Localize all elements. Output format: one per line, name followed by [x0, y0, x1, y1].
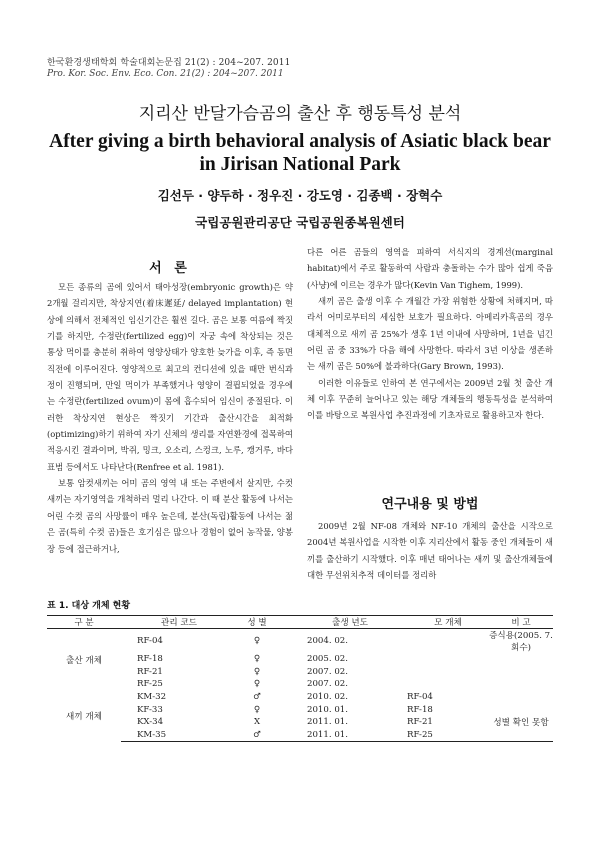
- table-row: [47, 703, 553, 716]
- cell-year: 2007. 02.: [307, 679, 349, 690]
- cell-sex: X: [253, 717, 261, 728]
- table-caption: 표 1. 대상 개체 현황: [47, 601, 131, 611]
- group-label-cub: 새끼 개체: [66, 712, 102, 723]
- cell-sex: ♀: [253, 666, 261, 677]
- cell-mother: RF-21: [407, 717, 433, 728]
- cell-mother: [393, 666, 489, 679]
- cell-code: RF-25: [137, 679, 163, 690]
- cell-code: RF-18: [137, 654, 163, 665]
- cell-sex: ♀: [253, 654, 261, 665]
- cell-year: 2005. 02.: [307, 654, 349, 665]
- table-row: [47, 666, 553, 679]
- table-row: [47, 729, 553, 742]
- cell-note: [489, 678, 553, 691]
- cell-mother: RF-18: [407, 704, 433, 715]
- cell-sex: ♂: [221, 729, 293, 742]
- header-management-code: 관리 코드: [121, 616, 221, 629]
- table-row: [47, 716, 553, 729]
- intro-paragraph-4: 이러한 이유들로 인하여 본 연구에서는 2009년 2월 첫 출산 개체 이후 꾸준히 늘어나고 있는 해당 개체들의 행동특성을 분석하여 이를 바탕으로 복원사업 추진과정에 기초자료로 활용하고자 한다.: [307, 377, 553, 421]
- cell-mother: [393, 678, 489, 691]
- intro-paragraph-3: 새끼 곰은 출생 이후 수 개월간 가장 위험한 상황에 처해지며, 따라서 어미로부터의 세심한 보호가 필요하다. 아메리카흑곰의 경우 대체적으로 새끼 곰 25%가 생후 1년 이내에 사망하며, 1년을 넘긴 어린 곰 중 33%가 다음 해에 사망한다. 따라서 3년 이상을 생존하는 새끼 곰은 50%에 불과하다(Gary Brown, 1993).: [307, 296, 553, 372]
- cell-note: [489, 666, 553, 679]
- cell-mother: [393, 653, 489, 666]
- title-english: After giving a birth behavioral analysis of Asiatic black bear in Jirisan National Park: [49, 131, 551, 175]
- header-remarks: 비 고: [489, 616, 553, 629]
- section-heading-methods: 연구내용 및 방법: [381, 497, 479, 512]
- table-header-row: [47, 616, 553, 629]
- cell-note: [489, 729, 553, 742]
- cell-year: 2007. 02.: [307, 666, 349, 677]
- left-column-body: [47, 279, 293, 557]
- cell-code: KF-33: [137, 704, 163, 715]
- cell-code: KX-34: [137, 717, 164, 728]
- cell-year: 2004. 02.: [307, 636, 349, 646]
- section-heading-introduction: 서 론: [149, 261, 191, 276]
- cell-note: 증식용(2005. 7. 회수): [489, 631, 553, 653]
- methods-paragraph-1: 2009년 2월 NF-08 개체와 NF-10 개체의 출산을 시작으로 2004년 복원사업을 시작한 이후 지리산에서 활동 중인 개체들이 새끼를 출산하기 시작했다. 이후 매년 태어나는 새끼 및 출산개체들에 대한 무선위치추적 데이터를 정리하: [307, 521, 553, 581]
- cell-code: KM-32: [137, 692, 167, 703]
- table-row: [47, 678, 553, 691]
- cell-code: KM-35: [121, 729, 221, 742]
- cell-code: RF-04: [137, 636, 163, 646]
- cell-year: 2010. 01.: [307, 704, 349, 715]
- table-row: [47, 653, 553, 666]
- cell-sex: ♀: [253, 704, 261, 715]
- cell-year: 2011. 01.: [293, 729, 393, 742]
- cell-sex: ♀: [253, 679, 261, 690]
- intro-paragraph-2: 보통 암컷새끼는 어미 곰의 영역 내 또는 주변에서 살지만, 수컷새끼는 자기영역을 개척하러 멀리 나간다. 이 때 분산 활동에 나서는 어린 수컷 곰의 사망률이 매우 높은데, 분산(독립)활동에 나서는 젊은 곰(특히 수컷 곰)들은 호기심은 많으나 경험이 없어 농작물, 양봉장 등에 접근하거나,: [47, 478, 293, 554]
- affiliation: 국립공원관리공단 국립공원종복원센터: [195, 215, 405, 230]
- cell-mother: RF-25: [393, 729, 489, 742]
- cell-note: [489, 653, 553, 666]
- header-mother: 모 개체: [393, 616, 489, 629]
- cell-mother: [393, 629, 489, 654]
- header-birth-year: 출생 년도: [293, 616, 393, 629]
- intro-paragraph-1: 모든 종류의 곰에 있어서 태아성장(embryonic growth)은 약 2개월 걸리지만, 착상지연(着床遲延/ delayed implantation) 현상에 의해서 전체적인 임신기간은 훨씬 길다. 곰은 보통 여름에 짝짓기를 하지만, 수정란(fertilized egg)이 자궁 속에 착상되는 것은 통상 먹이를 충분히 취하여 영양상태가 양호한 늦가을 이후, 즉 동면 직전에 이루어진다. 영양적으로 최고의 컨디션에 있을 때만 번식과정이 진행되며, 만일 먹이가 부족했거나 영양이 결핍되었을 경우에는 수정란(fertilized ovum)이 몸에 흡수되어 임신이 중절된다. 이러한 착상지연 현상은 짝짓기 기간과 출산시간을 최적화(optimizing)하기 위하여 자기 신체의 생리를 자연환경에 접목하여 적응시킨 결과이며, 박쥐, 밍크, 오소리, 스컹크, 노루, 캥거루, 바다표범 등에서도 나타난다(Renfree et al. 1981).: [47, 282, 293, 472]
- table-row: [47, 691, 553, 704]
- header-sex: 성 별: [221, 616, 293, 629]
- title-korean: 지리산 반달가슴곰의 출산 후 행동특성 분석: [138, 104, 462, 124]
- right-column-body: [307, 244, 553, 424]
- author-list: 김선두 · 양두하 · 정우진 · 강도영 · 김종백 · 장혁수: [157, 188, 443, 203]
- journal-header-korean: 한국환경생태학회 학술대회논문집 21(2) : 204~207. 2011: [47, 58, 291, 68]
- methods-body: [307, 518, 553, 583]
- subject-individuals-table: [47, 615, 553, 742]
- cell-note: 성별 확인 못함: [493, 718, 549, 729]
- table-row: [47, 629, 553, 654]
- group-label-birth: 출산 개체: [66, 655, 102, 666]
- journal-header-english: Pro. Kor. Soc. Env. Eco. Con. 21(2) : 204~207. 2011: [47, 69, 284, 79]
- cell-year: 2010. 02.: [307, 692, 349, 703]
- cell-note: [489, 691, 553, 704]
- cell-year: 2011. 01.: [307, 717, 349, 728]
- cell-mother: RF-04: [407, 692, 433, 703]
- cell-code: RF-21: [137, 666, 163, 677]
- cell-sex: ♂: [253, 692, 261, 703]
- cell-sex: ♀: [253, 636, 261, 646]
- header-category: 구 분: [47, 616, 121, 629]
- intro-paragraph-2-continued: 다른 어른 곰들의 영역을 피하여 서식지의 경계선(marginal habitat)에서 주로 활동하여 사람과 충돌하는 수가 많아 쉽게 죽음(사냥)에 이르는 경우가 많다(Kevin Van Tighem, 1999).: [307, 247, 553, 290]
- cell-note: [489, 703, 553, 716]
